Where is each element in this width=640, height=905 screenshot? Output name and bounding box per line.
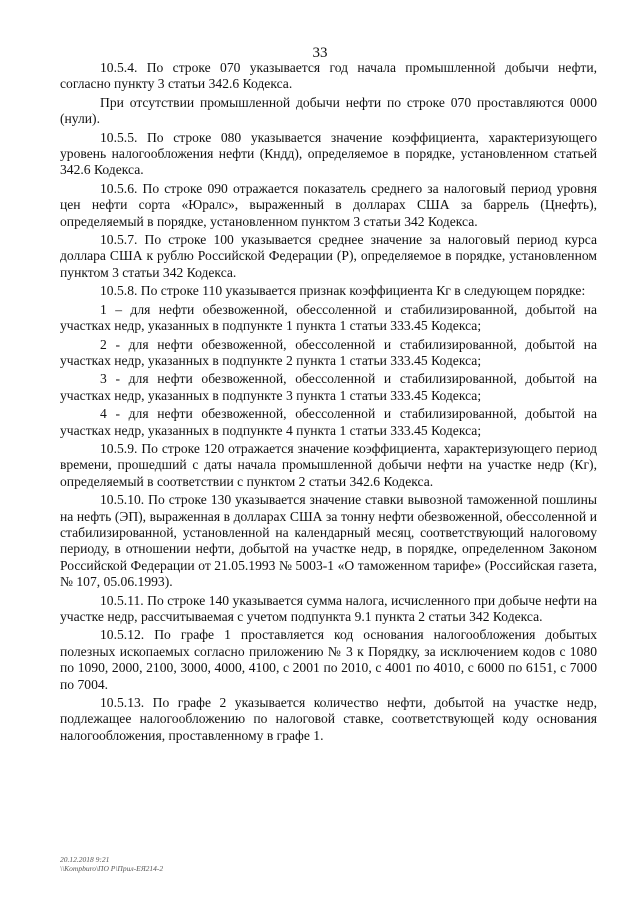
paragraph-10-5-11: 10.5.11. По строке 140 указывается сумма налога, исчисленного при добыче нефти на участке недр, рассчитываемая с учетом подпункта 9.1 пункта 2 статьи 342 Кодекса.: [60, 592, 597, 624]
paragraph-10-5-8: 10.5.8. По строке 110 указывается признак коэффициента Кг в следующем порядке:: [100, 283, 586, 299]
page-number: 33: [312, 45, 328, 61]
list-item-3: 3 - для нефти обезвоженной, обессоленной и стабилизированной, добытой на участках недр, указанных в подпункте 3 пункта 1 статьи 333.45 Кодекса;: [60, 371, 597, 403]
footer-date: 20.12.2018 9:21: [60, 855, 110, 864]
paragraph-10-5-9: 10.5.9. По строке 120 отражается значение коэффициента, характеризующего период времени, прошедший с даты начала промышленной добычи нефти на участке недр (Кг), определяемый в соответствии с пунктом 2 статьи 342.6 Кодекса.: [60, 440, 597, 489]
paragraph-10-5-5: 10.5.5. По строке 080 указывается значение коэффициента, характеризующего уровень налогообложения нефти (Кндд), определяемое в порядке, установленном статьей 342.6 Кодекса.: [60, 129, 597, 178]
footer-file-path: \\Kompburo\ПО Р\Прил-ЕЯ214-2: [60, 864, 164, 873]
list-item-2: 2 - для нефти обезвоженной, обессоленной и стабилизированной, добытой на участках недр, указанных в подпункте 2 пункта 1 статьи 333.45 Кодекса;: [60, 336, 597, 368]
paragraph-10-5-6: 10.5.6. По строке 090 отражается показатель среднего за налоговый период уровня цен нефти сорта «Юралс», выраженный в долларах США за баррель (Цнефть), определяемый в порядке, установленном пунктом 3 статьи 342 Кодекса.: [60, 180, 597, 229]
paragraph-10-5-7: 10.5.7. По строке 100 указывается среднее значение за налоговый период курса доллара США к рублю Российской Федерации (Р), определяемое в порядке, установленном пунктом 3 статьи 342 Кодекса.: [60, 232, 597, 280]
paragraph-10-5-4: 10.5.4. По строке 070 указывается год начала промышленной добычи нефти, согласно пункту 3 статьи 342.6 Кодекса.: [60, 60, 597, 92]
print-footer: [60, 855, 163, 873]
paragraph-10-5-10: 10.5.10. По строке 130 указывается значение ставки вывозной таможенной пошлины на нефть (ЭП), выраженная в долларах США за тонну нефти обезвоженной, обессоленной и стабилизированной, установленной на календарный месяц, соответствующий налоговому периоду, в отношении нефти, добытой на участке недр, в порядке, определенном Законом Российской Федерации от 21.05.1993 № 5003-1 «О таможенном тарифе» (Российская газета, № 107, 05.06.1993).: [60, 492, 597, 590]
list-item-4: 4 - для нефти обезвоженной, обессоленной и стабилизированной, добытой на участках недр, указанных в подпункте 4 пункта 1 статьи 333.45 Кодекса;: [60, 406, 597, 438]
document-body: [60, 60, 597, 746]
paragraph-10-5-12: 10.5.12. По графе 1 проставляется код основания налогообложения добытых полезных ископаемых согласно приложению № 3 к Порядку, за исключением кодов с 1080 по 1090, 2000, 2100, 3000, 4000, 4100, с 2001 по 2010, с 4001 по 4010, с 6000 по 6151, с 7000 по 7004.: [60, 627, 597, 692]
paragraph-no-production: При отсутствии промышленной добычи нефти по строке 070 проставляются 0000 (нули).: [60, 94, 597, 127]
paragraph-10-5-13: 10.5.13. По графе 2 указывается количество нефти, добытой на участке недр, подлежащее налогообложению по налоговой ставке, соответствующей коду основания налогообложения, проставленному в графе 1.: [60, 695, 597, 743]
list-item-1: 1 – для нефти обезвоженной, обессоленной и стабилизированной, добытой на участках недр, указанных в подпункте 1 пункта 1 статьи 333.45 Кодекса;: [60, 301, 597, 334]
